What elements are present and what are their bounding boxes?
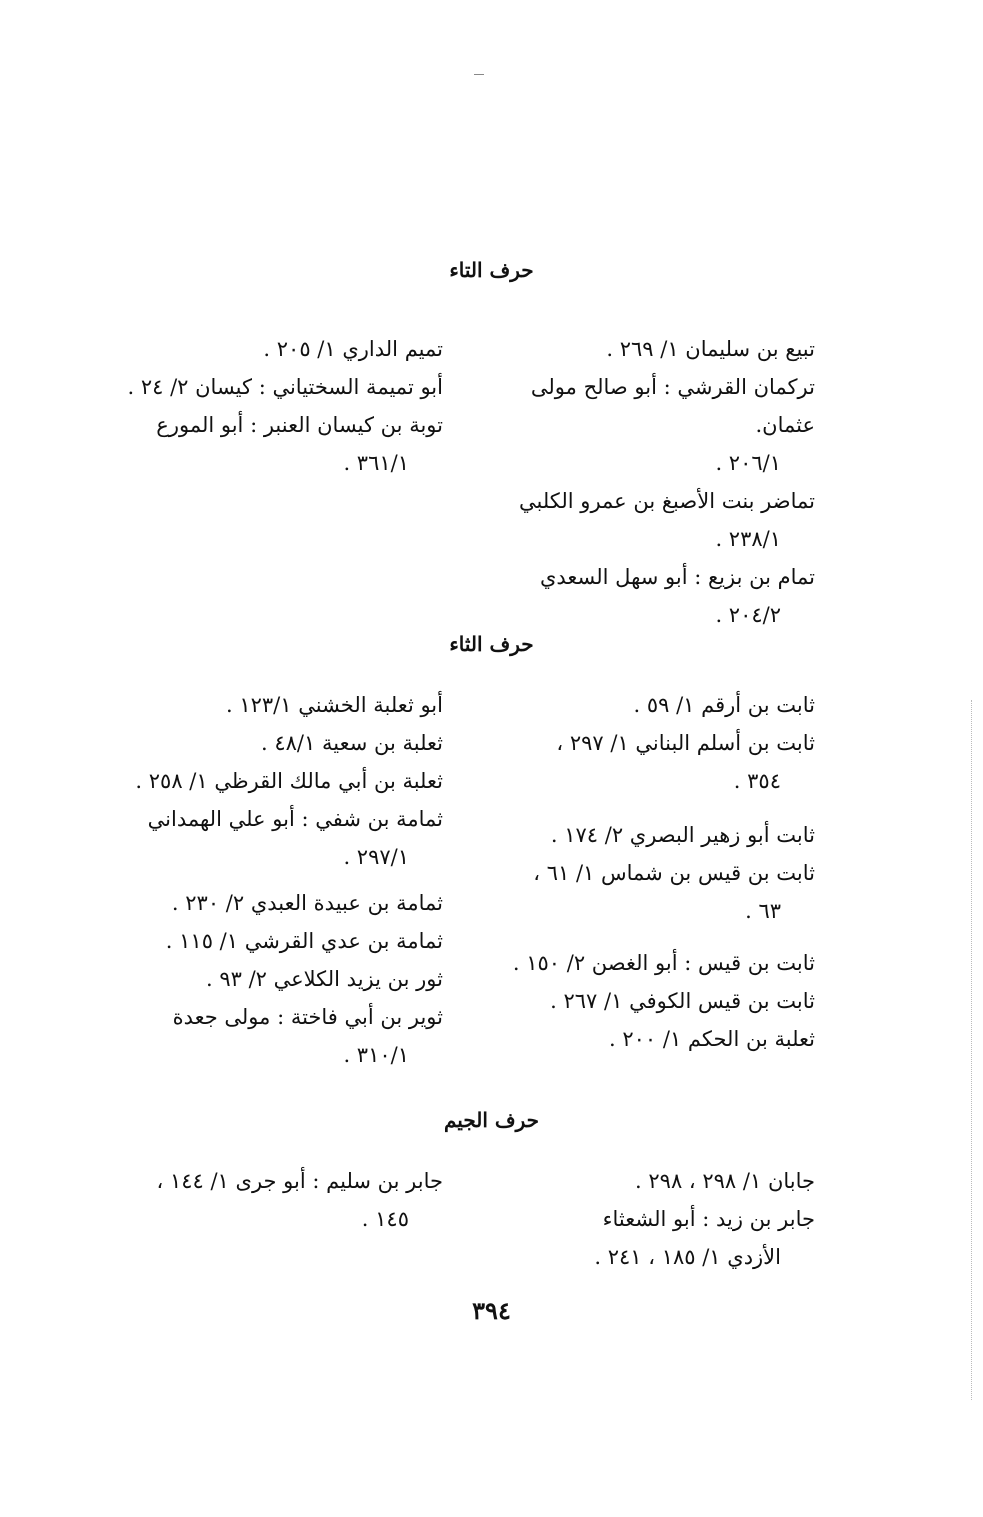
entry-text: ثمامة بن عبيدة العبدي ٢/ ٢٣٠ .	[171, 891, 443, 915]
entry-text: ثابت بن أرقم ١/ ٥٩ .	[633, 693, 815, 717]
index-entry	[485, 368, 815, 482]
entry-continuation: ٢٣٨/١ .	[715, 527, 781, 551]
index-entry	[485, 330, 815, 368]
entry-continuation: ٣٥٤ .	[733, 769, 781, 793]
entry-text: جابر بن سليم : أبو جرى ١/ ١٤٤ ،	[156, 1169, 443, 1193]
entry-text: ثمامة بن شفي : أبو علي الهمداني	[147, 807, 443, 831]
index-entry	[113, 884, 443, 922]
section-heading-jeem: حرف الجيم	[444, 1108, 539, 1132]
index-entry	[113, 330, 443, 368]
index-entry	[485, 558, 815, 634]
entry-text: أبو تميمة السختياني : كيسان ٢/ ٢٤ .	[127, 375, 443, 399]
taa-left-column	[113, 330, 443, 482]
entry-continuation: ٦٣ .	[745, 899, 781, 923]
jeem-left-column	[113, 1162, 443, 1238]
index-entry	[485, 854, 815, 930]
section-heading-taa: حرف التاء	[449, 258, 534, 282]
index-entry	[485, 686, 815, 724]
entry-text: ثعلبة بن الحكم ١/ ٢٠٠ .	[609, 1027, 815, 1051]
index-entry	[113, 922, 443, 960]
entry-text: تبيع بن سليمان ١/ ٢٦٩ .	[606, 337, 815, 361]
index-entry	[485, 1162, 815, 1200]
entry-continuation: ٢٠٤/٢ .	[715, 603, 781, 627]
entry-text: ثابت بن قيس الكوفي ١/ ٢٦٧ .	[550, 989, 815, 1013]
jeem-right-column	[485, 1162, 815, 1276]
entry-text: تركمان القرشي : أبو صالح مولى عثمان.	[530, 375, 815, 437]
index-entry	[113, 368, 443, 406]
section-heading-thaa: حرف الثاء	[449, 632, 534, 656]
index-entry	[485, 944, 815, 982]
entry-text: تميم الداري ١/ ٢٠٥ .	[263, 337, 443, 361]
entry-text: جابان ١/ ٢٩٨ ، ٢٩٨ .	[635, 1169, 815, 1193]
index-entry	[485, 982, 815, 1020]
entry-continuation: ٢٠٦/١ .	[715, 451, 781, 475]
thaa-left-column	[113, 686, 443, 1074]
entry-text: ثعلبة بن أبي مالك القرظي ١/ ٢٥٨ .	[135, 769, 443, 793]
entry-continuation: ٣٦١/١ .	[343, 451, 409, 475]
index-entry	[113, 800, 443, 876]
index-entry	[485, 1200, 815, 1276]
entry-text: ثابت بن أسلم البناني ١/ ٢٩٧ ،	[556, 731, 815, 755]
index-entry	[113, 406, 443, 482]
entry-text: ثابت أبو زهير البصري ٢/ ١٧٤ .	[550, 823, 815, 847]
index-entry	[113, 998, 443, 1074]
entry-text: جابر بن زيد : أبو الشعثاء	[602, 1207, 815, 1231]
index-entry	[485, 724, 815, 800]
thaa-right-column	[485, 686, 815, 1058]
entry-text: ثوير بن أبي فاختة : مولى جعدة	[172, 1005, 443, 1029]
entry-text: ثور بن يزيد الكلاعي ٢/ ٩٣ .	[205, 967, 443, 991]
page-number: ٣٩٤	[472, 1296, 511, 1325]
entry-continuation: الأزدي ١/ ١٨٥ ، ٢٤١ .	[594, 1245, 781, 1269]
page-edge-line	[971, 700, 972, 1400]
index-entry	[113, 1162, 443, 1238]
entry-continuation: ٢٩٧/١ .	[343, 845, 409, 869]
entry-text: ثعلبة بن سعية ٤٨/١ .	[261, 731, 443, 755]
entry-text: أبو ثعلبة الخشني ١٢٣/١ .	[225, 693, 443, 717]
top-mark	[474, 74, 484, 75]
entry-text: تمام بن بزيع : أبو سهل السعدي	[539, 565, 815, 589]
entry-continuation: ٣١٠/١ .	[343, 1043, 409, 1067]
entry-text: توبة بن كيسان العنبر : أبو المورع	[156, 413, 443, 437]
index-entry	[485, 1020, 815, 1058]
entry-text: ثابت بن قيس : أبو الغصن ٢/ ١٥٠ .	[512, 951, 815, 975]
entry-continuation: ١٤٥ .	[361, 1207, 409, 1231]
index-entry	[113, 762, 443, 800]
entry-text: تماضر بنت الأصبغ بن عمرو الكلبي	[519, 489, 815, 513]
index-entry	[113, 686, 443, 724]
entry-text: ثمامة بن عدي القرشي ١/ ١١٥ .	[165, 929, 443, 953]
index-entry	[113, 960, 443, 998]
entry-text: ثابت بن قيس بن شماس ١/ ٦١ ،	[533, 861, 815, 885]
index-entry	[485, 482, 815, 558]
index-entry	[485, 816, 815, 854]
taa-right-column	[485, 330, 815, 634]
index-entry	[113, 724, 443, 762]
